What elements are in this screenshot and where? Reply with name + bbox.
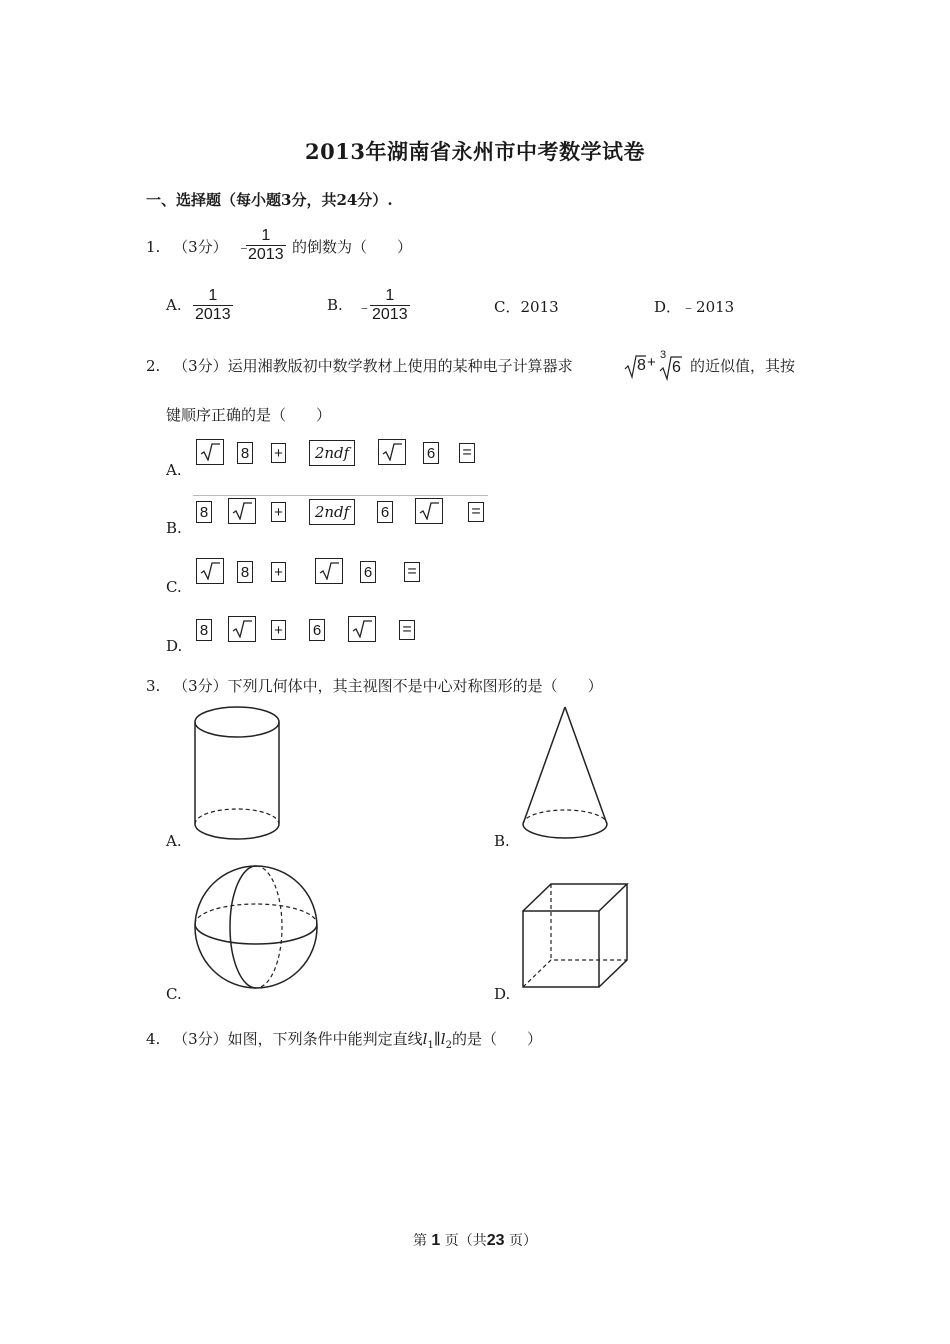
question-score: （3分） bbox=[173, 238, 228, 256]
subscript: 1 bbox=[427, 1040, 434, 1051]
sqrt-key bbox=[196, 558, 224, 584]
sqrt-key bbox=[378, 439, 406, 465]
fraction-denominator: 2013 bbox=[248, 246, 284, 263]
fraction-q1 bbox=[246, 227, 286, 264]
sqrt-key bbox=[315, 558, 343, 584]
line-l2: l bbox=[440, 1030, 446, 1048]
option-d-label: D. bbox=[166, 637, 183, 655]
radical-expression bbox=[624, 349, 690, 381]
question-2 bbox=[146, 355, 573, 376]
sqrt-key bbox=[348, 616, 376, 642]
sqrt-icon bbox=[352, 620, 372, 638]
line-l1: l bbox=[422, 1030, 428, 1048]
question-score: （3分） bbox=[173, 677, 228, 695]
key-6: 6 bbox=[423, 442, 439, 464]
radicand: 8 bbox=[637, 357, 646, 374]
question-1 bbox=[146, 236, 251, 257]
option-a-label: A. bbox=[166, 461, 182, 479]
question-number: 3. bbox=[146, 677, 161, 695]
sqrt-icon bbox=[319, 562, 339, 580]
option-d-label: D. bbox=[494, 985, 511, 1003]
key-8: 8 bbox=[196, 501, 212, 523]
key-8: 8 bbox=[237, 442, 253, 464]
sqrt-icon bbox=[232, 502, 252, 520]
cone-figure bbox=[518, 702, 612, 844]
subscript: 2 bbox=[445, 1040, 452, 1051]
question-score: （3分） bbox=[173, 357, 228, 375]
page-footer bbox=[0, 1230, 950, 1250]
question-text: 键顺序正确的是（ ） bbox=[166, 406, 332, 424]
option-a-fraction bbox=[193, 287, 233, 324]
sqrt-icon bbox=[200, 443, 220, 461]
cylinder-figure bbox=[190, 702, 284, 844]
negative-sign: ﹣ bbox=[236, 238, 252, 256]
option-b-label: B. bbox=[494, 832, 510, 850]
question-number: 2. bbox=[146, 357, 161, 375]
parallel-symbol: ∥ bbox=[433, 1030, 441, 1048]
footer-text: 页（共 bbox=[444, 1233, 487, 1249]
fraction-numerator: 1 bbox=[261, 227, 271, 244]
section-heading: 一、选择题（每小题3分，共24分）. bbox=[146, 191, 393, 209]
sqrt-key bbox=[415, 498, 443, 524]
key-equals: = bbox=[404, 562, 420, 582]
key-8: 8 bbox=[237, 561, 253, 583]
question-text: 下列几何体中，其主视图不是中心对称图形的是（ ） bbox=[227, 677, 603, 695]
page-title: 2013年湖南省永州市中考数学试卷 bbox=[305, 139, 645, 164]
option-a-label: A. bbox=[166, 832, 182, 850]
option-d: D．﹣2013 bbox=[654, 298, 735, 316]
option-c: C．2013 bbox=[494, 298, 559, 316]
sqrt-key bbox=[228, 616, 256, 642]
fraction-denominator: 2013 bbox=[372, 306, 408, 323]
key-2ndf: 2ndf bbox=[309, 499, 355, 525]
sqrt-icon bbox=[232, 620, 252, 638]
sqrt-key bbox=[196, 439, 224, 465]
fraction-numerator: 1 bbox=[208, 287, 218, 304]
sqrt-icon bbox=[200, 562, 220, 580]
sqrt-key bbox=[228, 498, 256, 524]
plus-sign: + bbox=[647, 354, 656, 371]
key-6: 6 bbox=[309, 619, 325, 641]
question-3 bbox=[146, 675, 603, 696]
footer-text: 第 bbox=[412, 1233, 427, 1249]
question-text: 如图，下列条件中能判定直线 bbox=[227, 1030, 423, 1048]
sqrt-icon bbox=[419, 502, 439, 520]
key-plus: + bbox=[271, 620, 286, 640]
key-plus: + bbox=[271, 502, 286, 522]
option-b-label: B. bbox=[327, 296, 343, 314]
option-c-label: C. bbox=[166, 578, 182, 596]
footer-text: 页） bbox=[509, 1233, 538, 1249]
option-b-fraction bbox=[370, 287, 410, 324]
key-6: 6 bbox=[360, 561, 376, 583]
radicand: 6 bbox=[672, 359, 681, 376]
key-plus: + bbox=[271, 443, 286, 463]
fraction-numerator: 1 bbox=[385, 287, 395, 304]
root-index: 3 bbox=[660, 349, 667, 361]
question-number: 4. bbox=[146, 1030, 161, 1048]
divider bbox=[193, 495, 488, 496]
sphere-figure bbox=[192, 864, 324, 992]
question-score: （3分） bbox=[173, 1030, 228, 1048]
sqrt-icon bbox=[382, 443, 402, 461]
option-c-label: C. bbox=[166, 985, 182, 1003]
key-8: 8 bbox=[196, 619, 212, 641]
cube-figure bbox=[520, 880, 632, 992]
option-a-label: A. bbox=[166, 296, 182, 314]
option-b-label: B. bbox=[166, 519, 182, 537]
key-6: 6 bbox=[377, 501, 393, 523]
total-pages: 23 bbox=[486, 1232, 505, 1249]
negative-sign: ﹣ bbox=[357, 298, 373, 316]
question-4 bbox=[146, 1028, 542, 1051]
key-2ndf: 2ndf bbox=[309, 440, 355, 466]
key-equals: = bbox=[459, 443, 475, 463]
fraction-denominator: 2013 bbox=[195, 306, 231, 323]
page-number: 1 bbox=[431, 1232, 441, 1249]
question-text: 的是（ ） bbox=[451, 1030, 542, 1048]
question-1-tail: 的倒数为（ ） bbox=[292, 238, 413, 256]
key-equals: = bbox=[399, 620, 415, 640]
question-number: 1. bbox=[146, 238, 161, 256]
key-equals: = bbox=[468, 502, 484, 522]
key-plus: + bbox=[271, 562, 286, 582]
question-text: 的近似值，其按 bbox=[690, 357, 796, 375]
question-text: 运用湘教版初中数学教材上使用的某种电子计算器求 bbox=[227, 357, 573, 375]
